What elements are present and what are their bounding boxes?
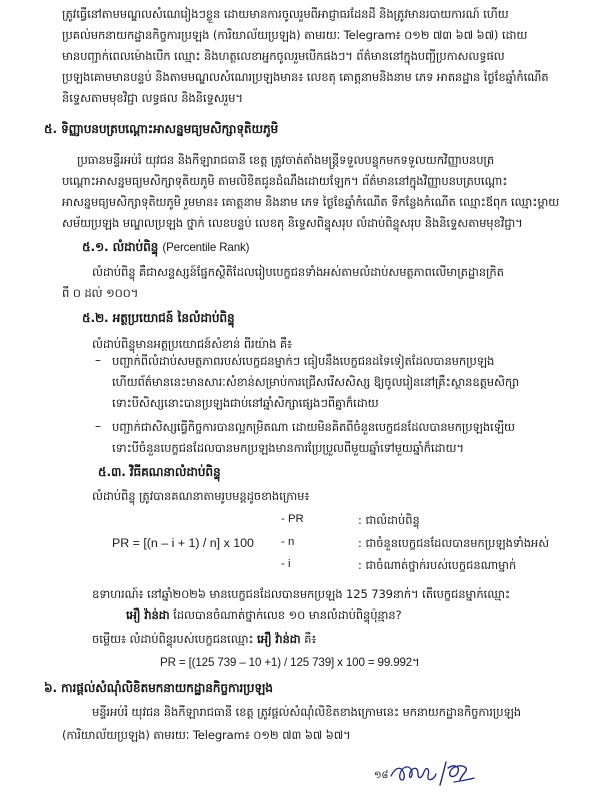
candidate-name: អឿ វ៉ាន់ដា [126,608,170,622]
answer-suffix: គឺ៖ [304,632,317,646]
bullet-line: ទោះបីសិស្សនោះបានប្រឡងជាប់នៅឆ្នាំសិក្សាផ្សេងៗពីគ្នាក៏ដោយ [112,396,379,410]
handwritten-initials-icon [388,758,488,788]
subsection-heading-en: (Percentile Rank) [162,241,250,254]
subsection-heading-5-3: ៥.៣. វិធីគណនាលំដាប់ពិន្ទុ [98,465,221,479]
def-desc: : ជាចំណាត់ថ្នាក់របស់បេក្ខជនណាម្នាក់ [358,558,517,572]
body-line: សម័យប្រឡង មណ្ឌលប្រឡង ថ្នាក់ លេខបន្ទប់ លេខតុ និទ្ទេសពិន្ទុសរុប លំដាប់ពិន្ទុសរុប និងនិទ្ទេសតាមមុខវិជ្ជា។ [62,216,523,230]
bullet-line: បញ្ជាក់ពីលំដាប់សមត្ថភាពរបស់បេក្ខជនម្នាក់ៗ ធៀបនឹងបេក្ខជនដទៃទៀតដែលបានមកប្រឡង [112,354,495,368]
body-line: លំដាប់ពិន្ទុមានអត្ថប្រយោជន៍សំខាន់ ពីរយ៉ាង គឺ៖ [92,337,292,351]
bullet-line: បញ្ជាក់ជាសិស្សធ្វើកិច្ចការបានល្អកម្រិតណា ដោយមិនគិតពីចំនួនបេក្ខជនដែលបានមកប្រឡងឡើយ [112,420,515,434]
bullet-line: ទោះបីចំនួនបេក្ខជនដែលបានមកប្រឡងមានការប្រែប្រួលពីមួយឆ្នាំទៅមួយឆ្នាំក៏ដោយ។ [112,441,464,455]
def-symbol: - PR [281,513,304,525]
calculation: PR = [(125 739 – 10 +1) / 125 739] x 100 = 99.992។ [160,656,420,669]
def-desc: : ជាចំនួនបេក្ខជនដែលបានមកប្រឡងទាំងអស់ [358,536,550,550]
body-line: និទ្ទេសតាមមុខវិជ្ជា លទ្ធផល និងនិទ្ទេសរួម។ [62,91,243,105]
subsection-heading-5-1 [82,239,249,256]
body-line: មន្ទីរអប់រំ យុវជន និងកីឡារាជធានី ខេត្ត ត្រូវផ្ដល់សំណុំលិខិតខាងក្រោមនេះ មកនាយកដ្ឋានកិច្ចការប្រឡង [92,705,521,719]
body-line: បណ្ដោះអាសន្នមធ្យមសិក្សាទុតិយភូមិ តាមលិខិតជូនដំណឹងដោយឡែក។ ព័ត៌មាននៅក្នុងវិញ្ញាបនបត្របណ្ដោះ [62,174,508,188]
example-text: ដែលបានចំណាត់ថ្នាក់លេខ ១០ មានលំដាប់ពិន្ទុប៉ុន្មាន? [173,608,402,622]
body-line: លំដាប់ពិន្ទុ ត្រូវបានគណនាតាមរូបមន្តដូចខាងក្រោម៖ [92,489,310,503]
body-line: ប្រគល់មកនាយកដ្ឋានកិច្ចការប្រឡង (ការិយាល័យប្រឡង) តាមរយៈ Telegram៖ ០១២ ៧៣ ៦៧ ៦៧) ដោយ [62,28,528,42]
def-desc: : ជាលំដាប់ពិន្ទុ [358,513,420,527]
subsection-heading-kh: ៥.១. លំដាប់ពិន្ទុ [82,240,159,254]
body-line: ពី ០ ដល់ ១០០។ [62,286,139,300]
body-line: អាសន្នមធ្យមសិក្សាទុតិយភូមិ រួមមាន៖ គោត្តនាម និងនាម ភេទ ថ្ងៃខែឆ្នាំកំណើត ទីកន្លែងកំណើត ឈ្មោះឪពុក ឈ្មោះម្ដាយ [62,195,560,209]
body-line: មានបញ្ជាក់ពេលម៉ោងបើក ឈ្មោះ និងហត្ថលេខាអ្នកចូលរួមបើកផងៗ។ ព័ត៌មាននៅក្នុងបញ្ជីប្រកាសលទ្ធផល [62,49,505,63]
body-line: ត្រូវធ្វើនៅតាមមណ្ឌលសំណេរៀងៗខ្លួន ដោយមានការចូលរួមពីអាជ្ញាធរដែនដី និងត្រូវមានរបាយការណ៍ ហើយ [62,7,509,21]
body-line: លំដាប់ពិន្ទុ គឺជាសន្ទស្សន៍ផ្នែកស្ថិតិដែលរៀបបេក្ខជនទាំងអស់តាមលំដាប់សមត្ថភាពលើមាត្រដ្ឋានក្រិត [92,265,504,279]
body-line: ប្រធានមន្ទីរអប់រំ យុវជន និងកីឡារាជធានី ខេត្ត ត្រូវចាត់តាំងមន្ត្រីទទួលបន្ទុកមកទទួលយកវិញ្ញាបនបត្រ [77,153,495,167]
section-heading-6: ៦. ការផ្តល់សំណុំលិខិតមកនាយកដ្ឋានកិច្ចការប្រឡង [44,681,273,695]
section-heading-5: ៥. ទិញ្ញាបនបត្របណ្ដោះអាសន្នមធ្យមសិក្សាទុតិយភូមិ [44,122,279,136]
answer-line [92,631,316,647]
page-number: ១៨ [374,770,389,781]
bullet-dash: – [95,419,101,433]
candidate-name: អឿ វ៉ាន់ដា [257,632,301,646]
formula: PR = [(n – i + 1) / n] x 100 [112,536,254,550]
body-line: (ការិយាល័យប្រឡង) តាមរយៈ Telegram៖ ០១២ ៧៣ ៦៧ ៦៧។ [62,728,351,742]
bullet-line: ហើយព័ត៌មាននេះមានសារៈសំខាន់សម្រាប់ការជ្រើសរើសសិស្ស ឱ្យចូលរៀននៅគ្រឹះស្ថានឧត្តមសិក្សា [112,375,520,389]
example-line [126,607,402,623]
subsection-heading-5-2: ៥.២. អត្ថប្រយោជន៍ នៃលំដាប់ពិន្ទុ [82,311,235,325]
def-symbol: - i [281,558,291,570]
body-line: ប្រឡងគោមមានបន្ទប់ និងតាមមណ្ឌលសំណេរប្រឡងមាន៖ លេខតុ គោត្តនាមនិងនាម ភេទ អាតនដ្ឋាន ថ្ងៃខែឆ្នាំកំណើត [62,70,549,84]
example-line: ឧទាហរណ៍៖ នៅឆ្នាំ២០២៦ មានបេក្ខជនដែលបានមកប្រឡង 125 739នាក់។ តើបេក្ខជនម្នាក់ឈ្មោះ [92,587,510,601]
answer-prefix: ចម្លើយ៖ លំដាប់ពិន្ទុរបស់បេក្ខជនឈ្មោះ [92,632,254,646]
def-symbol: - n [281,536,295,548]
bullet-dash: – [95,353,101,367]
